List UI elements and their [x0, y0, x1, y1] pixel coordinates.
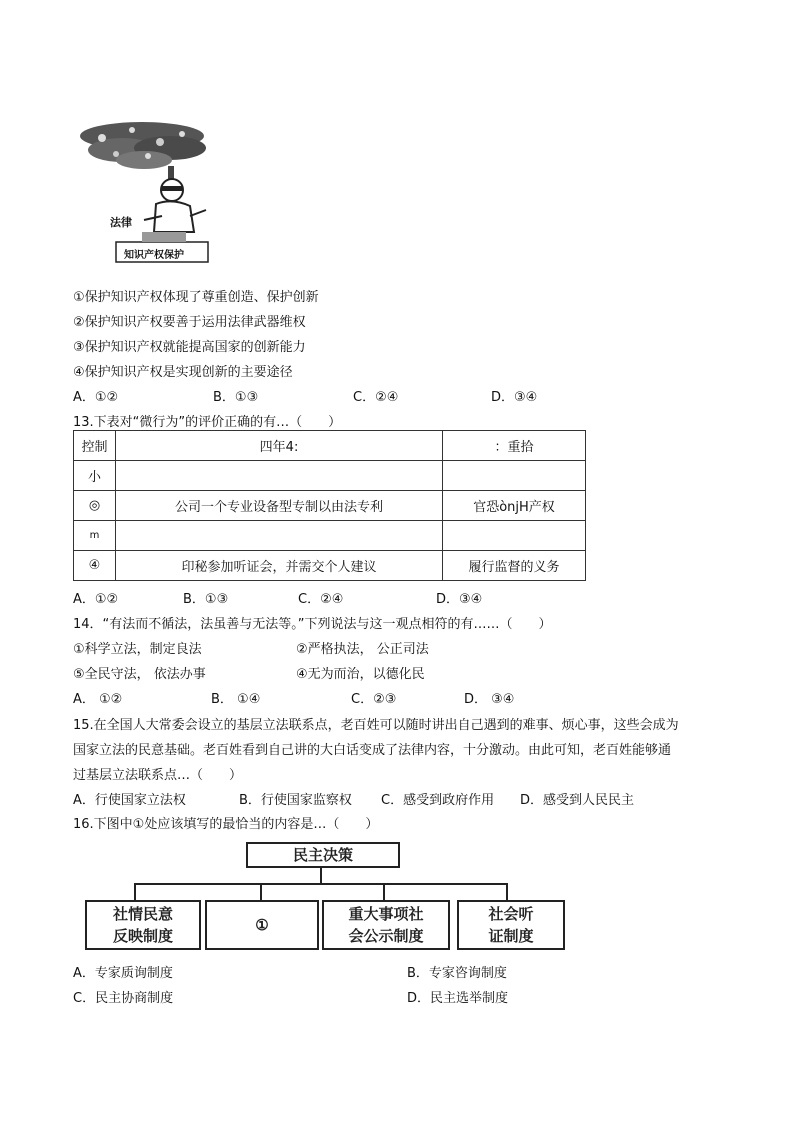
- q15-option-a[interactable]: A．行使国家立法权: [73, 793, 186, 808]
- q14-statement-3: ⑤全民守法， 依法办事: [73, 667, 206, 682]
- q13-option-a[interactable]: A．①②: [73, 592, 119, 607]
- table-header-cell: 四年4:: [116, 431, 443, 461]
- diagram-box-3: [322, 900, 450, 950]
- q13-option-d[interactable]: D．③④: [436, 592, 483, 607]
- q14-stem: 14．“有法而不循法，法虽善与无法等。”下列说法与这一观点相符的有……（ ）: [73, 617, 552, 632]
- cartoon-illustration: [72, 116, 218, 268]
- cartoon-label-sign: 知识产权保护: [124, 250, 184, 261]
- q12-statement-3: ③保护知识产权就能提高国家的创新能力: [73, 340, 306, 355]
- q12-option-c[interactable]: C．②④: [353, 390, 399, 405]
- diagram-drop-line: [134, 883, 136, 900]
- q15-stem-line-3: 过基层立法联系点…（ ）: [73, 768, 243, 783]
- cartoon-label-law: 法律: [110, 216, 132, 229]
- diagram-drop-line: [383, 883, 385, 900]
- q14-option-b[interactable]: B． ①④: [211, 692, 261, 707]
- diagram-box-1: [85, 900, 201, 950]
- table-row: [74, 521, 586, 551]
- table-cell: [443, 461, 586, 491]
- table-header-cell: 控制: [74, 431, 116, 461]
- diagram-box-4: [457, 900, 565, 950]
- q12-statement-2: ②保护知识产权要善于运用法律武器维权: [73, 315, 306, 330]
- diagram-bar-line: [134, 883, 508, 885]
- diagram-box-4-text: 社会听 证制度: [488, 905, 534, 945]
- table-cell: 印秘参加听证会，并需交个人建议: [116, 551, 443, 581]
- q13-option-b[interactable]: B．①③: [183, 592, 229, 607]
- table-cell: [443, 521, 586, 551]
- q14-option-a[interactable]: A． ①②: [73, 692, 123, 707]
- diagram-stem-line: [320, 866, 322, 884]
- table-cell: [116, 521, 443, 551]
- q14-option-c[interactable]: C．②③: [351, 692, 397, 707]
- table-cell: m: [74, 521, 116, 551]
- q14-statement-2: ②严格执法， 公正司法: [296, 642, 429, 657]
- q15-stem-line-2: 国家立法的民意基础。老百姓看到自己讲的大白话变成了法律内容，十分激动。由此可知，老百姓能够通: [73, 743, 672, 758]
- q12-option-a[interactable]: A．①②: [73, 390, 119, 405]
- diagram-box-2: [205, 900, 319, 950]
- table-row: [74, 461, 586, 491]
- q16-option-a[interactable]: A．专家质询制度: [73, 966, 173, 981]
- table-row: [74, 491, 586, 521]
- diagram-top-box: 民主决策: [246, 842, 400, 868]
- q13-option-c[interactable]: C．②④: [298, 592, 344, 607]
- q13-stem: 13.下表对“微行为”的评价正确的有…（ ）: [73, 415, 342, 430]
- table-cell: 履行监督的义务: [443, 551, 586, 581]
- q12-statement-4: ④保护知识产权是实现创新的主要途径: [73, 365, 293, 380]
- q15-option-b[interactable]: B．行使国家监察权: [239, 793, 352, 808]
- table-row: [74, 551, 586, 581]
- table-header-row: [74, 431, 586, 461]
- q14-statement-4: ④无为而治，以德化民: [296, 667, 425, 682]
- q14-option-d[interactable]: D． ③④: [464, 692, 515, 707]
- q16-option-c[interactable]: C．民主协商制度: [73, 991, 174, 1006]
- diagram-box-3-text: 重大事项社 会公示制度: [348, 905, 424, 945]
- table-cell: ◎: [74, 491, 116, 521]
- q16-option-d[interactable]: D．民主选举制度: [407, 991, 509, 1006]
- diagram-box-2-text: ①: [255, 916, 269, 934]
- diagram-box-1-text: 社情民意 反映制度: [112, 905, 173, 945]
- table-cell: ④: [74, 551, 116, 581]
- q14-statement-1: ①科学立法，制定良法: [73, 642, 202, 657]
- table-cell: [116, 461, 443, 491]
- q12-option-d[interactable]: D．③④: [491, 390, 538, 405]
- diagram-drop-line: [506, 883, 508, 900]
- diagram-drop-line: [260, 883, 262, 900]
- q12-option-b[interactable]: B．①③: [213, 390, 259, 405]
- q12-statement-1: ①保护知识产权体现了尊重创造、保护创新: [73, 290, 319, 305]
- q13-table: [73, 430, 586, 581]
- q15-stem-line-1: 15.在全国人大常委会设立的基层立法联系点，老百姓可以随时讲出自己遇到的难事、烦心事，这些会成为: [73, 718, 679, 733]
- q16-stem: 16.下图中①处应该填写的最恰当的内容是…（ ）: [73, 817, 379, 832]
- table-cell: 小: [74, 461, 116, 491]
- table-cell: 公司一个专业设备型专制以由法专利: [116, 491, 443, 521]
- q16-option-b[interactable]: B．专家咨询制度: [407, 966, 507, 981]
- table-cell: 官恐ònjΗ产权: [443, 491, 586, 521]
- q15-option-d[interactable]: D．感受到人民民主: [520, 793, 635, 808]
- q15-option-c[interactable]: C．感受到政府作用: [381, 793, 495, 808]
- table-header-cell: ：重拾: [443, 431, 586, 461]
